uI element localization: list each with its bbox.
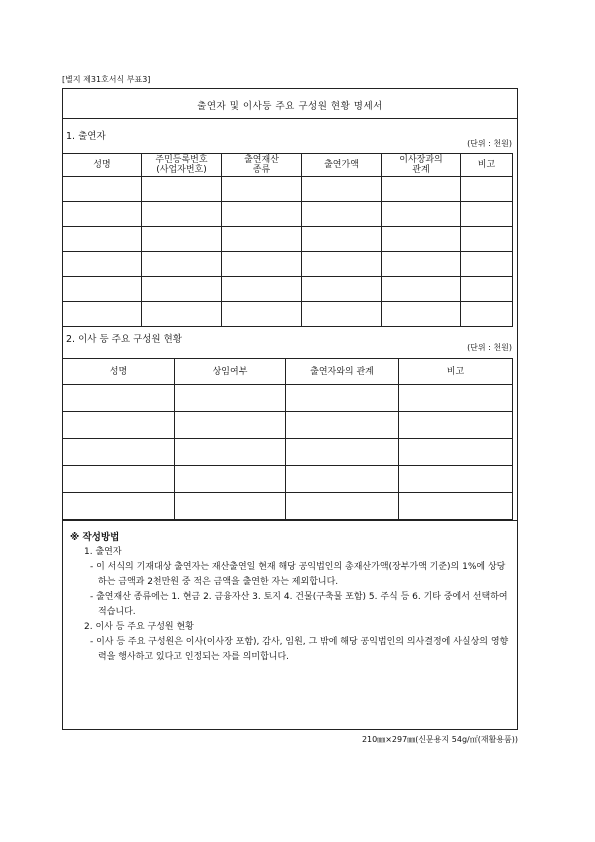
contributors-cell[interactable] xyxy=(222,302,302,327)
contributors-cell[interactable] xyxy=(382,252,461,277)
contributors-cell[interactable] xyxy=(222,177,302,202)
contributors-cell[interactable] xyxy=(63,252,142,277)
members-cell[interactable] xyxy=(175,412,286,439)
members-cell[interactable] xyxy=(175,466,286,493)
contributors-row xyxy=(63,277,513,302)
instructions xyxy=(70,530,510,665)
contributors-cell[interactable] xyxy=(461,227,513,252)
members-cell[interactable] xyxy=(63,493,175,520)
members-row xyxy=(63,439,513,466)
members-cell[interactable] xyxy=(286,466,399,493)
members-cell[interactable] xyxy=(286,412,399,439)
instructions-heading: ※ 작성방법 xyxy=(70,532,120,543)
contributors-cell[interactable] xyxy=(382,227,461,252)
members-header-3: 비고 xyxy=(399,359,513,385)
members-row xyxy=(63,466,513,493)
contributors-cell[interactable] xyxy=(142,202,222,227)
members-row xyxy=(63,412,513,439)
section2-unit: (단위 : 천원) xyxy=(467,343,512,352)
members-header-2: 출연자와의 관계 xyxy=(286,359,399,385)
contributors-cell[interactable] xyxy=(461,252,513,277)
members-cell[interactable] xyxy=(286,385,399,412)
contributors-cell[interactable] xyxy=(222,277,302,302)
contributors-cell[interactable] xyxy=(142,302,222,327)
form-label: [별지 제31호서식 부표3] xyxy=(62,75,151,84)
contributors-cell[interactable] xyxy=(63,227,142,252)
contributors-cell[interactable] xyxy=(142,277,222,302)
contributors-row xyxy=(63,227,513,252)
members-cell[interactable] xyxy=(175,439,286,466)
contributors-cell[interactable] xyxy=(302,202,382,227)
contributors-cell[interactable] xyxy=(302,252,382,277)
instructions-sub1: 1. 출연자 xyxy=(84,547,122,557)
contributors-header-3: 출연가액 xyxy=(302,154,382,177)
members-cell[interactable] xyxy=(286,439,399,466)
section1-unit: (단위 : 천원) xyxy=(467,139,512,148)
contributors-cell[interactable] xyxy=(222,227,302,252)
contributors-header-4: 이사장과의 관계 xyxy=(382,154,461,177)
paper-spec: 210㎜×297㎜(신문용지 54g/㎡(재활용품)) xyxy=(361,735,518,744)
instructions-sub2: 2. 이사 등 주요 구성원 현황 xyxy=(84,622,194,632)
contributors-cell[interactable] xyxy=(63,177,142,202)
contributors-cell[interactable] xyxy=(461,202,513,227)
instructions-bullet1: - 이 서식의 기재대상 출연자는 재산출연일 현재 해당 공익법인의 총재산가액(장부가액 기준)의 1%에 상당하는 금액과 2천만원 중 적은 금액을 출연한 자는 제외합니다. xyxy=(90,562,506,587)
contributors-header-0: 성명 xyxy=(63,154,142,177)
members-table xyxy=(62,358,513,520)
contributors-cell[interactable] xyxy=(382,277,461,302)
contributors-row xyxy=(63,302,513,327)
contributors-cell[interactable] xyxy=(461,277,513,302)
contributors-header-5: 비고 xyxy=(461,154,513,177)
members-header-row xyxy=(63,359,513,385)
contributors-cell[interactable] xyxy=(222,202,302,227)
contributors-cell[interactable] xyxy=(382,302,461,327)
contributors-cell[interactable] xyxy=(302,302,382,327)
members-cell[interactable] xyxy=(399,466,513,493)
contributors-cell[interactable] xyxy=(302,227,382,252)
contributors-cell[interactable] xyxy=(382,177,461,202)
members-row xyxy=(63,385,513,412)
contributors-cell[interactable] xyxy=(302,277,382,302)
members-cell[interactable] xyxy=(63,466,175,493)
members-cell[interactable] xyxy=(175,493,286,520)
members-cell[interactable] xyxy=(399,493,513,520)
contributors-cell[interactable] xyxy=(142,177,222,202)
contributors-cell[interactable] xyxy=(222,252,302,277)
instructions-bullet2: - 출연재산 종류에는 1. 현금 2. 금융자산 3. 토지 4. 건물(구축물 포함) 5. 주식 등 6. 기타 중에서 선택하여 적습니다. xyxy=(90,592,508,617)
contributors-row xyxy=(63,177,513,202)
contributors-cell[interactable] xyxy=(302,177,382,202)
members-cell[interactable] xyxy=(175,385,286,412)
contributors-row xyxy=(63,202,513,227)
contributors-table xyxy=(62,153,513,327)
contributors-header-2: 출연재산 종류 xyxy=(222,154,302,177)
members-cell[interactable] xyxy=(63,385,175,412)
members-cell[interactable] xyxy=(399,385,513,412)
contributors-header-1: 주민등록번호 (사업자번호) xyxy=(142,154,222,177)
form-title: 출연자 및 이사등 주요 구성원 현황 명세서 xyxy=(197,101,383,112)
section1-heading: 1. 출연자 xyxy=(66,131,106,142)
members-cell[interactable] xyxy=(63,439,175,466)
contributors-cell[interactable] xyxy=(142,227,222,252)
members-row xyxy=(63,493,513,520)
title-divider xyxy=(62,118,518,119)
notes-divider xyxy=(62,520,518,521)
contributors-cell[interactable] xyxy=(63,302,142,327)
members-cell[interactable] xyxy=(286,493,399,520)
section2-heading: 2. 이사 등 주요 구성원 현황 xyxy=(66,334,182,345)
contributors-cell[interactable] xyxy=(63,202,142,227)
contributors-cell[interactable] xyxy=(461,302,513,327)
contributors-cell[interactable] xyxy=(461,177,513,202)
contributors-header-row xyxy=(63,154,513,177)
members-cell[interactable] xyxy=(63,412,175,439)
contributors-cell[interactable] xyxy=(382,202,461,227)
members-header-1: 상임여부 xyxy=(175,359,286,385)
members-cell[interactable] xyxy=(399,412,513,439)
contributors-cell[interactable] xyxy=(142,252,222,277)
instructions-bullet3: - 이사 등 주요 구성원은 이사(이사장 포함), 감사, 임원, 그 밖에 해당 공익법인의 의사결정에 사실상의 영향력을 행사하고 있다고 인정되는 자를 의미합니다. xyxy=(90,637,509,662)
contributors-cell[interactable] xyxy=(63,277,142,302)
members-header-0: 성명 xyxy=(63,359,175,385)
members-cell[interactable] xyxy=(399,439,513,466)
contributors-row xyxy=(63,252,513,277)
